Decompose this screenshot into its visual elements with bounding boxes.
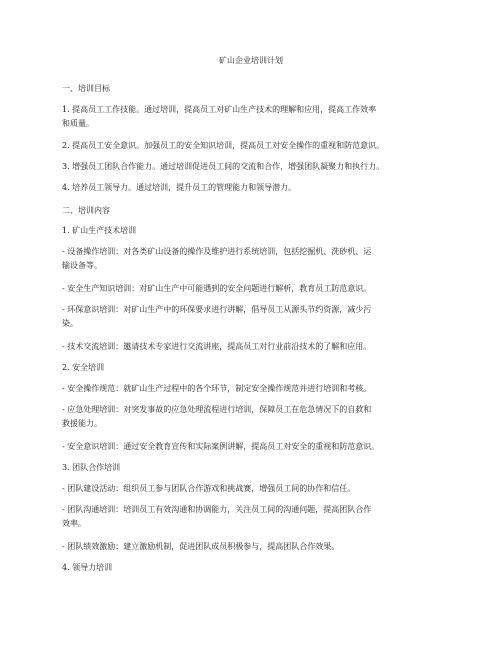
content-1-item-2: - 安全生产知识培训：对矿山生产中可能遇到的安全问题进行解析，教育员工防范意识。	[62, 284, 372, 293]
goal-4: 4. 培养员工领导力。通过培训，提升员工的管理能力和领导潜力。	[62, 183, 297, 192]
content-1-item-3-line-2: 染。	[62, 319, 78, 328]
content-1-heading: 1. 矿山生产技术培训	[62, 226, 137, 235]
content-1-item-3-line-1: - 环保意识培训：对矿山生产中的环保要求进行讲解，倡导员工从源头节约资源，减少污	[62, 305, 372, 314]
content-2-item-2-line-1: - 应急处理培训：对突发事故的应急处理流程进行培训，保障员工在危急情况下的自救和	[62, 405, 372, 414]
content-1-item-1-line-2: 输设备等。	[62, 261, 102, 270]
content-2-item-1: - 安全操作规范：就矿山生产过程中的各个环节，制定安全操作规范并进行培训和考核。	[62, 384, 372, 393]
content-2-item-2-line-2: 救援能力。	[62, 419, 102, 428]
content-2-item-3: - 安全意识培训：通过安全教育宣传和实际案例讲解，提高员工对安全的重视和防范意识。	[62, 442, 380, 451]
content-3-heading: 3. 团队合作培训	[62, 463, 121, 472]
content-3-item-3: - 团队绩效激励：建立激励机制，促进团队成员积极参与，提高团队合作效果。	[62, 542, 340, 551]
content-1-item-4: - 技术交流培训：邀请技术专家进行交流讲座，提高员工对行业前沿技术的了解和应用。	[62, 342, 372, 351]
goal-1-line-1: 1. 提高员工工作技能。通过培训，提高员工对矿山生产技术的理解和应用，提高工作效率	[62, 105, 377, 114]
content-2-heading: 2. 安全培训	[62, 363, 105, 372]
goal-3: 3. 增强员工团队合作能力。通过培训促进员工间的交流和合作，增强团队凝聚力和执行力。	[62, 162, 385, 171]
section-heading-content: 二、培训内容	[62, 206, 110, 215]
content-3-item-1: - 团队建设活动：组织员工参与团队合作游戏和挑战赛，增强员工间的协作和信任。	[62, 484, 356, 493]
content-1-item-1-line-1: - 设备操作培训：对各类矿山设备的操作及维护进行系统培训，包括挖掘机、洗砂机、运	[62, 247, 372, 256]
goal-1-line-2: 和质量。	[62, 119, 94, 128]
content-3-item-2-line-2: 效率。	[62, 519, 86, 528]
document-title: 矿山企业培训计划	[219, 56, 283, 65]
content-4-heading: 4. 领导力培训	[62, 563, 113, 572]
goal-2: 2. 提高员工安全意识。加强员工的安全知识培训，提高员工对安全操作的重视和防范意识。	[62, 141, 385, 150]
section-heading-goals: 一、培训目标	[62, 84, 110, 93]
content-3-item-2-line-1: - 团队沟通培训：培训员工有效沟通和协调能力，关注员工间的沟通问题，提高团队合作	[62, 505, 372, 514]
